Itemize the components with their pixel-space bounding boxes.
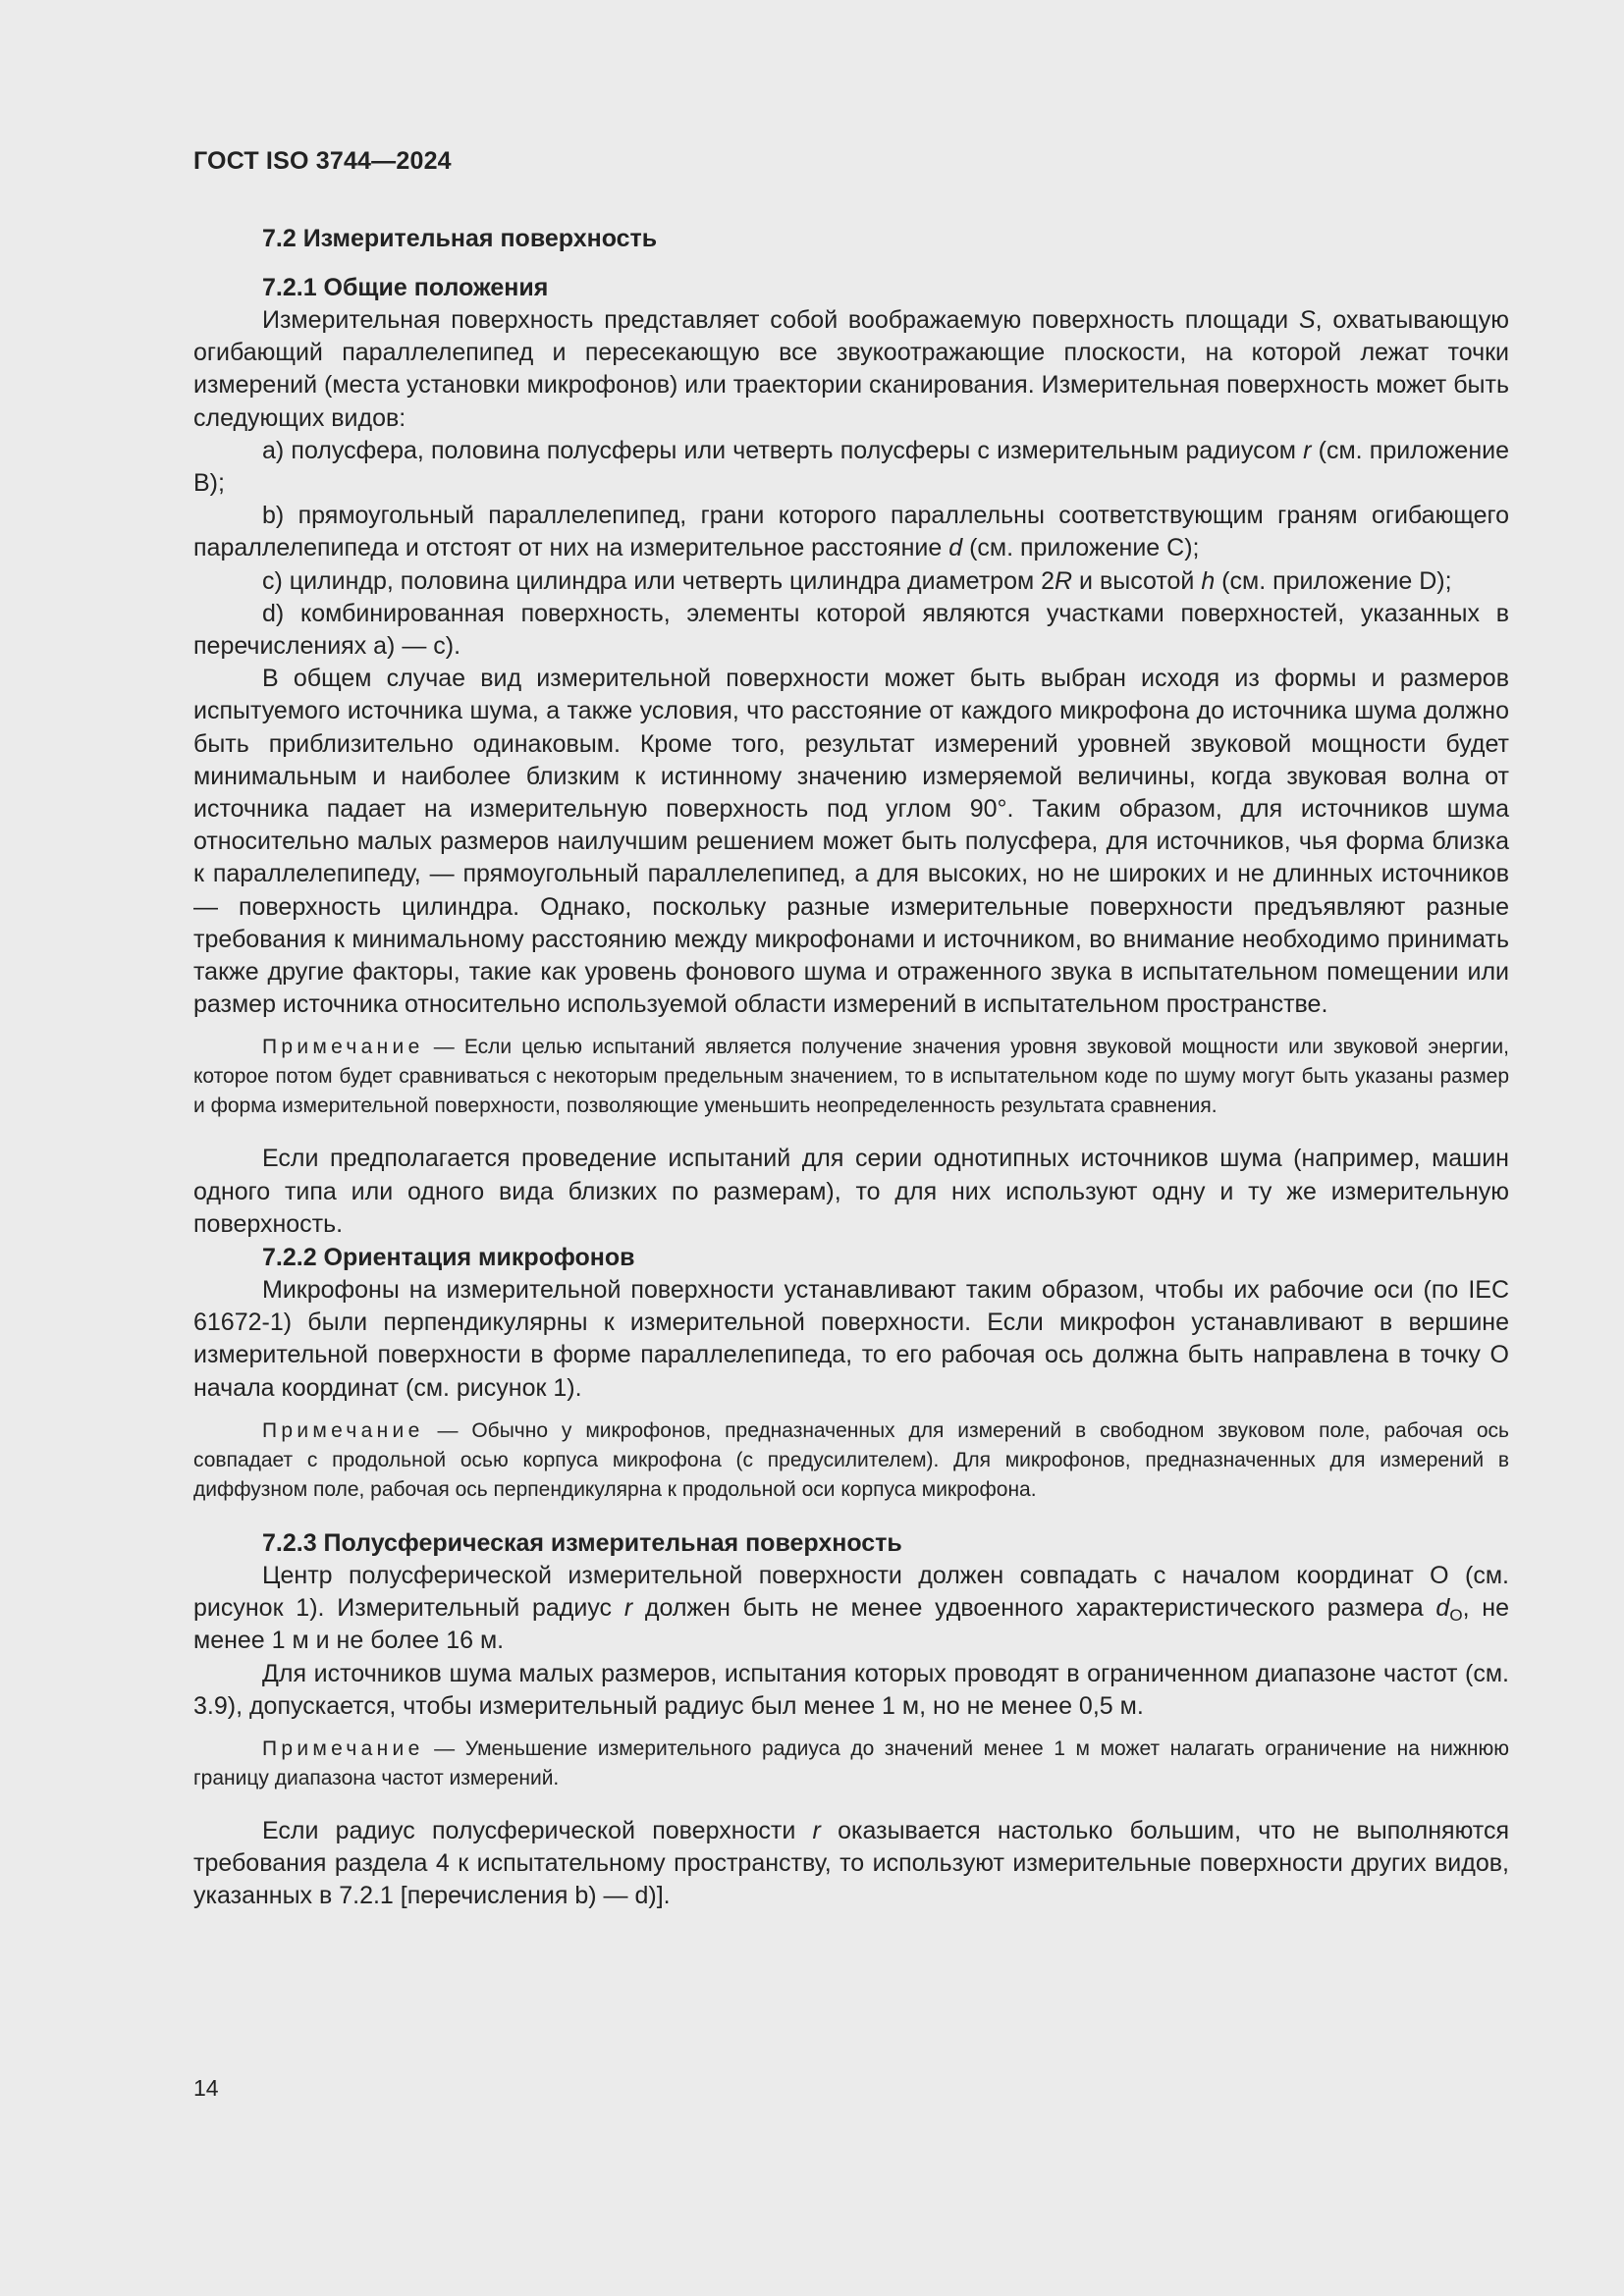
note: Примечание — Обычно у микрофонов, предназначенных для измерений в свободном звуковом поле, рабочая ось совпадает с продольной осью корпуса микрофона (с предусилителем). Для микрофонов, предназначенных для измерений в диффузном поле, рабочая ось перпендикулярна к продольной оси корпуса микрофона. xyxy=(193,1418,1509,1501)
paragraph: Микрофоны на измерительной поверхности устанавливают таким образом, чтобы их рабочие оси (по IEC 61672-1) были перпендикулярны к измерительной поверхности. Если микрофон устанавливают в вершине измерительной поверхности в форме параллелепипеда, то его рабочая ось должна быть направлена в точку О начала координат (см. рисунок 1). xyxy=(193,1276,1509,1402)
list-item-c: c) цилиндр, половина цилиндра или четверть цилиндра диаметром 2R и высотой h (см. приложение D); xyxy=(262,566,1452,595)
paragraph: Если предполагается проведение испытаний для серии однотипных источников шума (например, машин одного типа или одного вида близких по размерам), то для них используют одну и ту же измерительную поверхность. xyxy=(193,1145,1509,1238)
section-7-2-2-heading: 7.2.2 Ориентация микрофонов xyxy=(262,1244,635,1272)
paragraph: Для источников шума малых размеров, испытания которых проводят в ограниченном диапазоне частот (см. 3.9), допускается, чтобы измерительный радиус был менее 1 м, но не менее 0,5 м. xyxy=(193,1659,1509,1720)
page-number: 14 xyxy=(193,2075,219,2101)
paragraph: Центр полусферической измерительной поверхности должен совпадать с началом координат О (см. рисунок 1). Измерительный радиус r должен быть не менее удвоенного характеристического размера $d_O$, не менее 1 м и не более 16 м. xyxy=(193,1561,1509,1655)
list-item-a: a) полусфера, половина полусферы или четверть полусферы с измерительным радиусом r (см. приложение B); xyxy=(193,436,1509,498)
paragraph: Измерительная поверхность представляет собой воображаемую поверхность площади S, охватывающую огибающий параллелепипед и пересекающую все звукоотражающие плоскости, на которой лежат точки измерений (места установки микрофонов) или траектории сканирования. Измерительная поверхность может быть следующих видов: xyxy=(193,306,1509,432)
list-item-d: d) комбинированная поверхность, элементы которой являются участками поверхностей, указанных в перечислениях a) — c). xyxy=(193,599,1509,661)
page-content xyxy=(193,222,1509,1913)
note: Примечание — Уменьшение измерительного радиуса до значений менее 1 м может налагать ограничение на нижнюю границу диапазона частот измерений. xyxy=(193,1736,1509,1789)
section-7-2-1-heading: 7.2.1 Общие положения xyxy=(262,274,549,301)
paragraph: В общем случае вид измерительной поверхности может быть выбран исходя из формы и размеров испытуемого источника шума, а также условия, что расстояние от каждого микрофона до источника шума должно быть приблизительно одинаковым. Кроме того, результат измерений уровней звуковой мощности будет минимальным и наиболее близким к истинному значению измеряемой величины, когда звуковая волна от источника падает на измерительную поверхность под углом 90°. Таким образом, для источников шума относительно малых размеров наилучшим решением может быть полусфера, для источников, чья форма близка к параллелепипеду, — прямоугольный параллелепипед, а для высоких, но не широких и не длинных источников — поверхность цилиндра. Однако, поскольку разные измерительные поверхности предъявляют разные требования к минимальному расстоянию между микрофонами и источником, во внимание необходимо принимать также другие факторы, такие как уровень фонового шума и отраженного звука в испытательном помещении или размер источника относительно используемой области измерений в испытательном пространстве. xyxy=(193,665,1509,1019)
section-7-2-heading: 7.2 Измерительная поверхность xyxy=(262,225,658,252)
note: Примечание — Если целью испытаний является получение значения уровня звуковой мощности или звуковой энергии, которое потом будет сравниваться с некоторым предельным значением, то в испытательном коде по шуму могут быть указаны размер и форма измерительной поверхности, позволяющие уменьшить неопределенность результата сравнения. xyxy=(193,1036,1509,1118)
paragraph: Если радиус полусферической поверхности r оказывается настолько большим, что не выполняются требования раздела 4 к испытательному пространству, то используют измерительные поверхности других видов, указанных в 7.2.1 [перечисления b) — d)]. xyxy=(193,1816,1509,1910)
list-item-b: b) прямоугольный параллелепипед, грани которого параллельны соответствующим граням огибающего параллелепипеда и отстоят от них на измерительное расстояние d (см. приложение С); xyxy=(193,502,1509,562)
section-7-2-3-heading: 7.2.3 Полусферическая измерительная поверхность xyxy=(262,1528,902,1557)
document-code: ГОСТ ISO 3744—2024 xyxy=(193,147,452,175)
